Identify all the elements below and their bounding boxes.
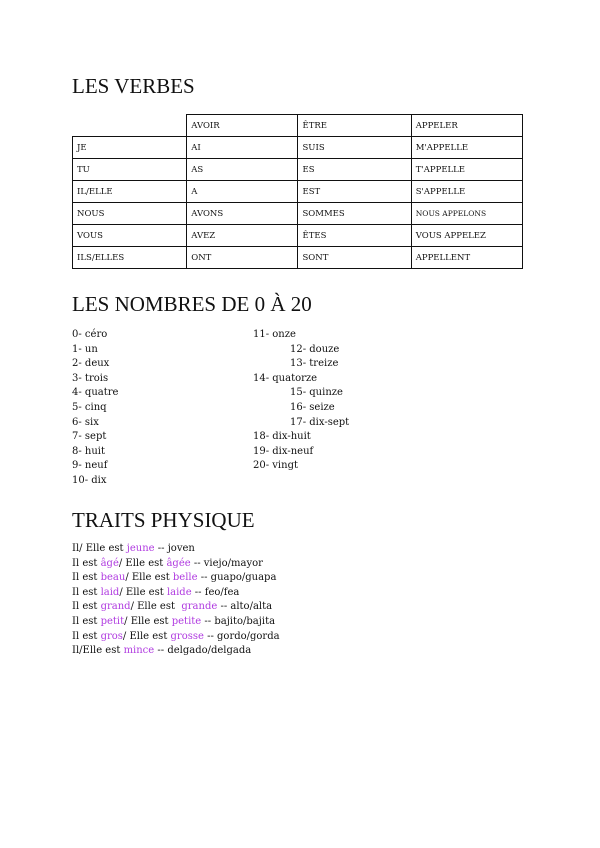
table-cell: VOUS (73, 225, 187, 247)
trait-prefix: Il est (72, 630, 101, 642)
trait-translation: -- joven (154, 543, 195, 554)
trait-translation: -- feo/fea (191, 586, 240, 598)
table-cell: M'APPELLE (411, 137, 522, 159)
list-item: 5- cinq (72, 401, 107, 413)
verbs-table (72, 114, 523, 269)
list-item: 18- dix-huit (253, 431, 311, 443)
trait-line (72, 600, 280, 615)
table-row (73, 225, 523, 247)
trait-separator: / Elle est (124, 615, 172, 627)
numbers-list-right (253, 328, 349, 474)
trait-translation: -- delgado/delgada (154, 645, 252, 657)
table-cell: S'APPELLE (411, 181, 522, 203)
trait-line (72, 630, 280, 645)
trait-translation: -- viejo/mayor (190, 557, 263, 569)
table-header-cell: APPELER (411, 115, 522, 137)
table-cell: APPELLENT (411, 247, 522, 269)
trait-prefix: Il est (72, 615, 101, 627)
trait-word-feminine: grande (181, 601, 218, 613)
trait-word-feminine: petite (171, 615, 202, 627)
table-row (73, 181, 523, 203)
table-cell: EST (298, 181, 411, 203)
trait-separator: / Elle est (130, 601, 182, 613)
table-cell: ILS/ELLES (73, 247, 187, 269)
table-cell: A (187, 181, 298, 203)
trait-translation: -- gordo/gorda (203, 630, 280, 642)
trait-word-masculine: beau (100, 572, 126, 584)
table-row (73, 137, 523, 159)
list-item: 3- trois (72, 372, 109, 384)
table-header-row (73, 115, 523, 137)
traits-heading: TRAITS PHYSIQUE (72, 508, 255, 532)
trait-word-masculine: laid (100, 586, 120, 598)
trait-line (72, 571, 280, 586)
table-row (73, 159, 523, 181)
trait-translation: -- guapo/guapa (197, 572, 277, 584)
trait-line (72, 644, 280, 659)
list-item: 10- dix (72, 474, 107, 486)
list-item: 0- céro (72, 329, 108, 340)
trait-word-feminine: grosse (170, 630, 204, 642)
table-cell: IL/ELLE (73, 181, 187, 203)
trait-prefix: Il est (72, 586, 101, 598)
list-item: 6- six (72, 416, 99, 428)
table-cell: ONT (187, 247, 298, 269)
list-item: 19- dix-neuf (253, 445, 314, 457)
table-cell: NOUS APPELONS (411, 203, 522, 225)
numbers-heading: LES NOMBRES DE 0 À 20 (72, 292, 312, 316)
list-item: 12- douze (290, 343, 340, 355)
verbs-heading: LES VERBES (72, 74, 195, 98)
table-cell: TU (73, 159, 187, 181)
trait-word-masculine: mince (123, 645, 155, 657)
table-cell: NOUS (73, 203, 187, 225)
trait-prefix: Il est (72, 601, 101, 613)
table-cell: SOMMES (298, 203, 411, 225)
traits-list (72, 542, 280, 659)
table-cell: AVEZ (187, 225, 298, 247)
table-cell: AVONS (187, 203, 298, 225)
list-item: 17- dix-sept (290, 416, 350, 428)
list-item: 4- quatre (72, 387, 119, 399)
table-cell: ES (298, 159, 411, 181)
trait-prefix: Il est (72, 557, 101, 569)
list-item: 11- onze (253, 329, 296, 340)
trait-line (72, 557, 280, 572)
trait-line (72, 586, 280, 601)
trait-separator: / Elle est (122, 630, 171, 642)
trait-line (72, 542, 280, 557)
trait-separator: / Elle est (125, 572, 173, 584)
trait-word-feminine: âgée (166, 557, 191, 569)
trait-word-masculine: âgé (100, 557, 119, 569)
list-item: 14- quatorze (253, 372, 318, 384)
table-cell: JE (73, 137, 187, 159)
list-item: 20- vingt (253, 460, 298, 472)
list-item: 1- un (72, 343, 98, 355)
list-item: 13- treize (290, 358, 339, 370)
list-item: 15- quinze (290, 387, 343, 399)
trait-separator: / Elle est (119, 586, 167, 598)
table-cell: SONT (298, 247, 411, 269)
trait-line (72, 615, 280, 630)
list-item: 2- deux (72, 358, 110, 370)
table-row (73, 247, 523, 269)
trait-word-masculine: jeune (126, 543, 155, 554)
trait-word-masculine: grand (100, 601, 131, 613)
table-row (73, 203, 523, 225)
list-item: 7- sept (72, 431, 107, 443)
numbers-list-left (72, 328, 118, 489)
list-item: 9- neuf (72, 460, 108, 472)
trait-prefix: Il est (72, 572, 101, 584)
list-item: 16- seize (290, 401, 335, 413)
table-cell: AI (187, 137, 298, 159)
table-cell: SUIS (298, 137, 411, 159)
table-cell: VOUS APPELEZ (411, 225, 522, 247)
table-cell: T'APPELLE (411, 159, 522, 181)
trait-translation: -- bajito/bajita (201, 615, 276, 627)
trait-word-feminine: belle (172, 572, 198, 584)
table-header-cell: AVOIR (187, 115, 298, 137)
table-cell: ÊTES (298, 225, 411, 247)
trait-translation: -- alto/alta (217, 601, 273, 613)
trait-word-masculine: gros (100, 630, 123, 642)
table-corner-cell (73, 115, 187, 137)
trait-prefix: Il/ Elle est (72, 543, 127, 554)
list-item: 8- huit (72, 445, 106, 457)
trait-word-masculine: petit (100, 615, 125, 627)
table-header-cell: ÊTRE (298, 115, 411, 137)
table-cell: AS (187, 159, 298, 181)
trait-prefix: Il/Elle est (72, 645, 124, 657)
trait-word-feminine: laide (166, 586, 192, 598)
trait-separator: / Elle est (118, 557, 167, 569)
